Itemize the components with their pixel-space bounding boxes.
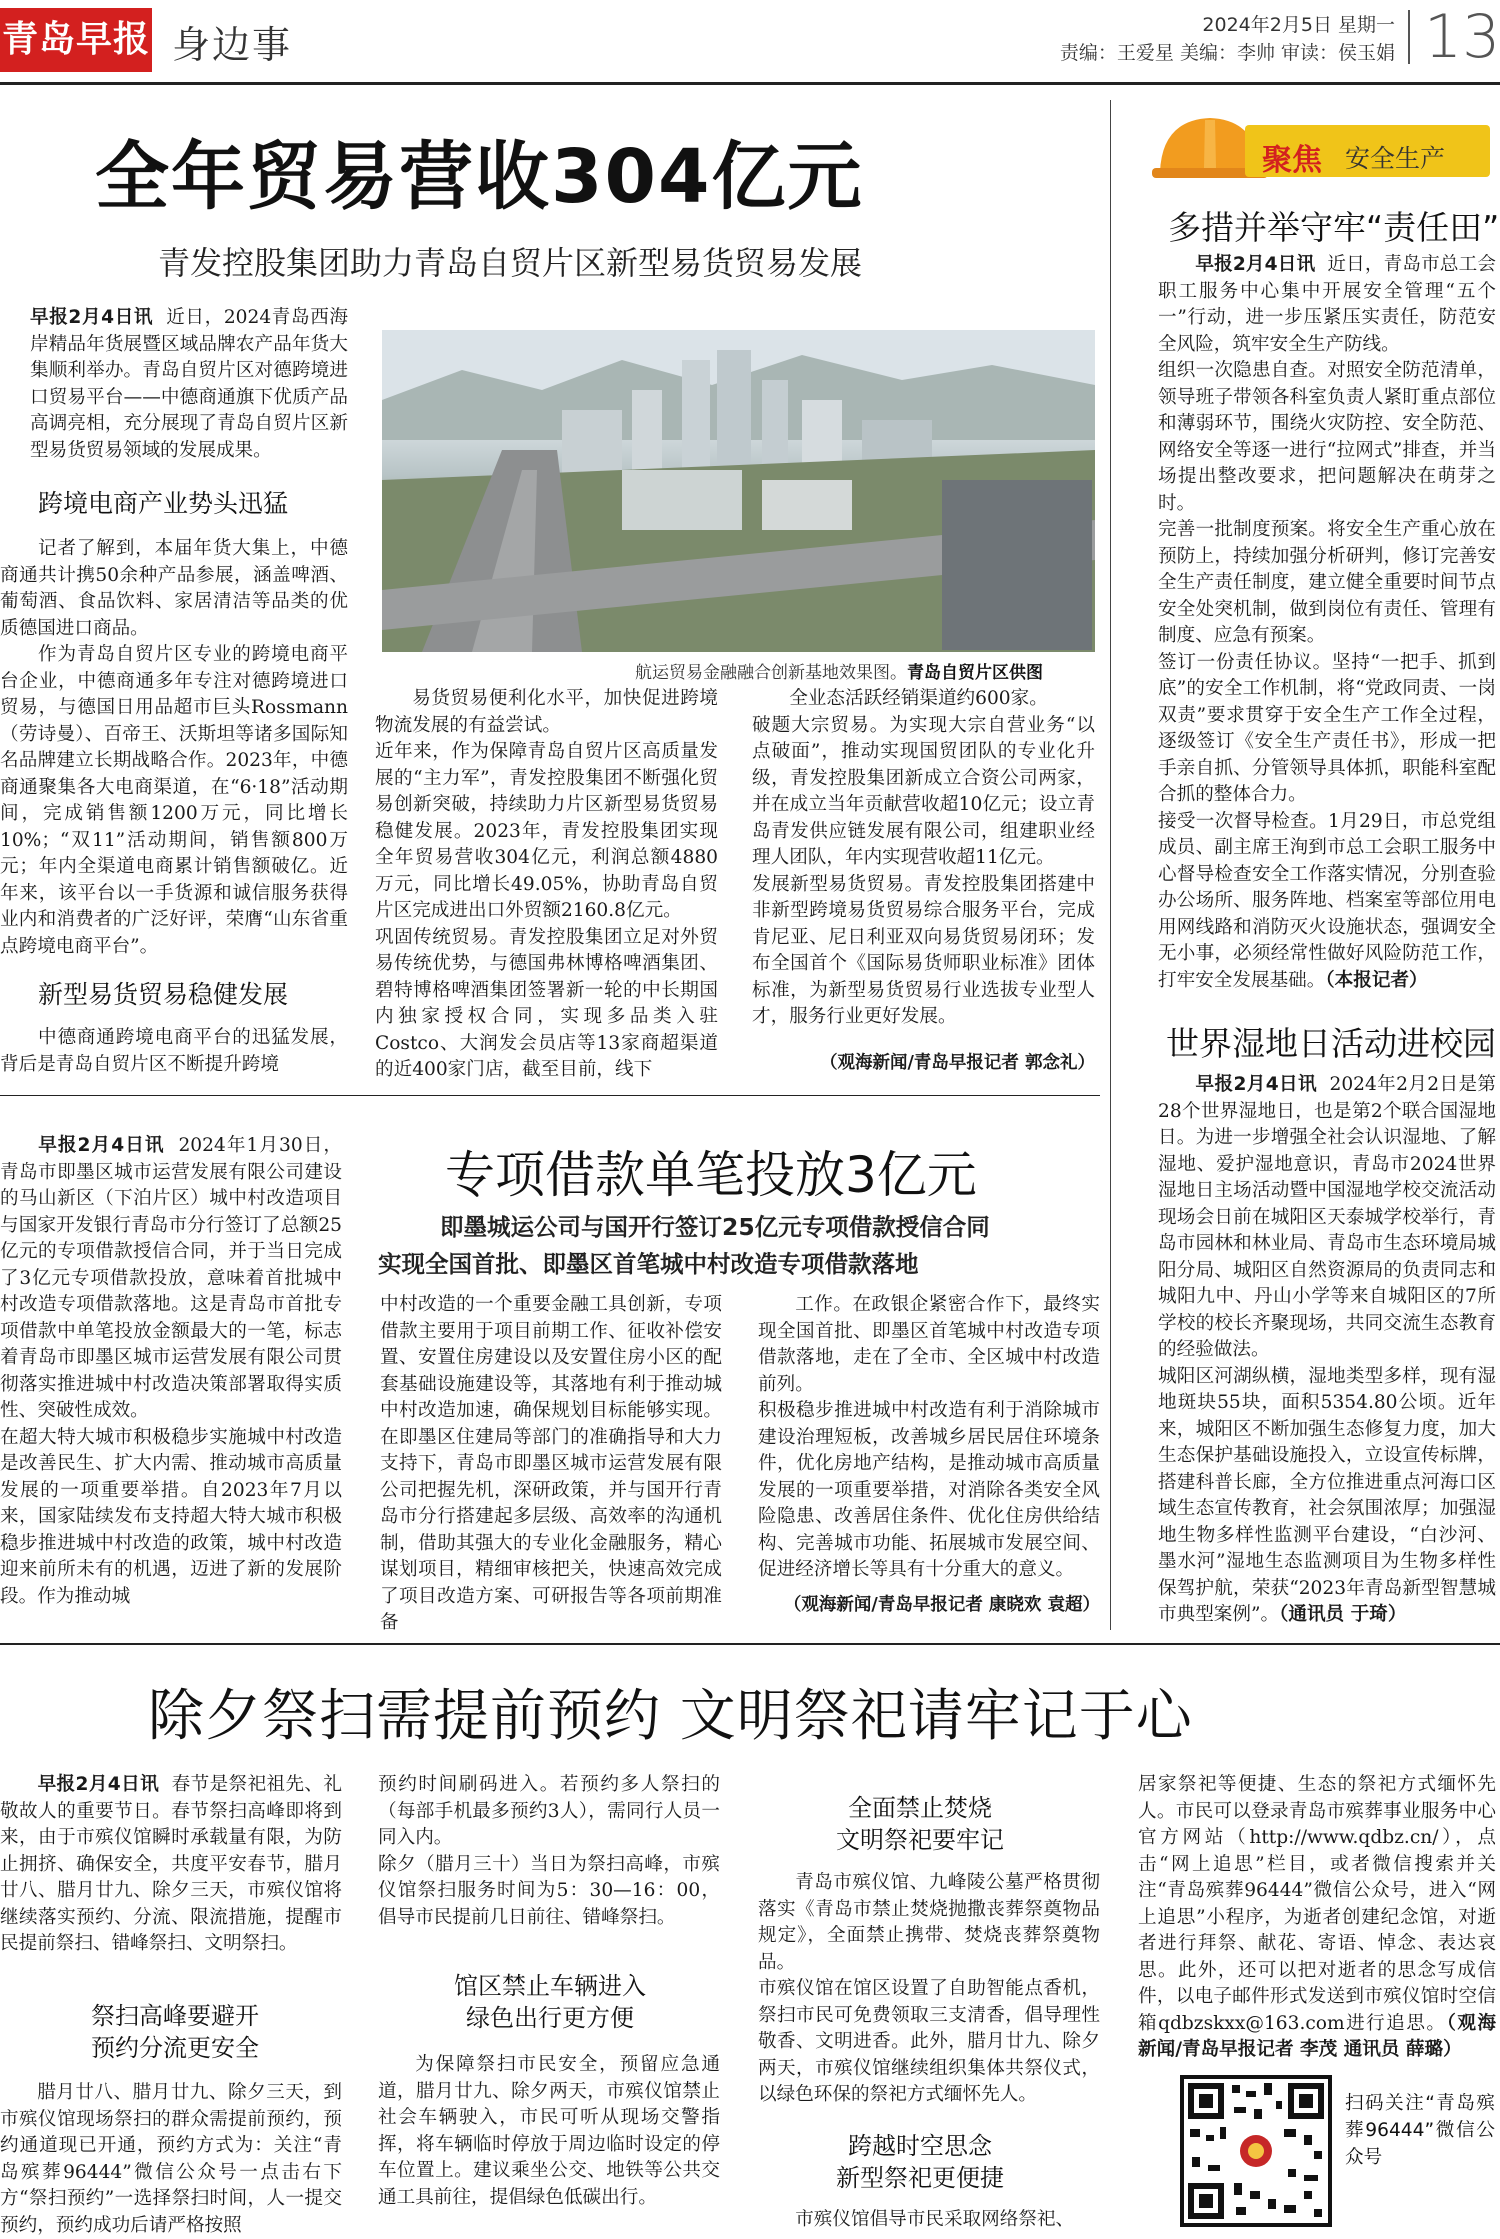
lead-subhead-2: 新型易货贸易稳健发展 <box>38 980 289 1009</box>
wechat-qr-code[interactable] <box>1180 2075 1332 2227</box>
focus-badge-label: 聚焦 <box>1262 143 1322 178</box>
tomb-body-col2b: 为保障祭扫市民安全，预留应急通道，腊月廿九、除夕两天，市殡仪馆禁止社会车辆驶入，市民可听从现场交警指挥，将车辆临时停放于周边临时设定的停车位置上。建议乘坐公交、地铁等公共交通工具前往，提倡绿色低碳出行。 <box>378 2054 720 2208</box>
qr-caption: 扫码关注“青岛殡葬96444”微信公众号 <box>1345 2093 1495 2168</box>
tomb-subhead-4: 跨越时空思念 新型祭祀更便捷 <box>836 2132 1004 2192</box>
header-divider <box>1408 10 1410 64</box>
section-rule-loan <box>0 1095 1100 1096</box>
tomb-subhead-1: 祭扫高峰要避开 预约分流更安全 <box>91 2002 259 2062</box>
base-rendering-photo <box>382 330 1095 652</box>
wetland-body: 早报2月4日讯 2024年2月2日是第28个世界湿地日，也是第2个联合国湿地日。为进一步增强全社会认识湿地、了解湿地、爱护湿地意识，青岛市2024世界湿地日主场活动暨中国湿地学校交流活动现场会日前在城阳区天泰城学校举行，青岛市园林和林业局、青岛市生态环境局城阳分局、城阳区自然资源局的负责同志和城阳九中、丹山小学等来自城阳区的7所学校的校长齐聚现场，共同交流生态教育的经验做法。 城阳区河湖纵横，湿地类型多样，现有湿地斑块55块，面积5354.80公顷。近年来，城阳区不断加强生态修复力度，加大生态保护基础设施投入，立设宣传标牌，搭建科普长廊，全方位推进重点河海口区域生态宣传教育，社会氛围浓厚；加强湿地生物多样性监测平台建设，“白沙河、墨水河”湿地生态监测项目为生物多样性保驾护航，荣获“2023年青岛新型智慧城市典型案例”。（通讯员 于琦） <box>1158 1074 1496 1625</box>
loan-subheadline-2: 实现全国首批、即墨区首笔城中村改造专项借款落地 <box>378 1250 919 1278</box>
safety-headline: 多措并举守牢“责任田” <box>1168 208 1500 247</box>
lead-body-col3: 全业态活跃经销渠道约600家。 破题大宗贸易。为实现大宗自营业务“以点破面”，推动实现国贸团队的专业化升级，青发控股集团新成立合资公司两家，并在成立当年贡献营收超10亿元；设立青岛青发供应链发展有限公司，组建职业经理人团队，年内实现营收超11亿元。 发展新型易货贸易。青发控股集团搭建中非新型跨境易货贸易综合服务平台，完成肯尼亚、尼日利亚双向易货贸易闭环；发布全国首个《国际易货师职业标准》团体标准，为新型易货贸易行业选拔专业型人才，服务行业更好发展。 <box>752 688 1095 1027</box>
loan-subheadline-1: 即墨城运公司与国开行签订25亿元专项借款授信合同 <box>440 1213 990 1241</box>
page-number: 13 <box>1424 2 1500 72</box>
issue-date: 2024年2月5日 星期一 <box>1202 14 1395 36</box>
tomb-body-col3b: 市殡仪馆倡导市民采取网络祭祀、 <box>795 2209 1075 2230</box>
tomb-subhead-2: 馆区禁止车辆进入 绿色出行更方便 <box>454 1972 646 2032</box>
column-rule <box>1110 100 1111 1630</box>
tomb-body-col1a: 早报2月4日讯 春节是祭祀祖先、礼敬故人的重要节日。春节祭扫高峰即将到来，由于市殡仪馆瞬时承载量有限，为防止拥挤、确保安全，共度平安春节，腊月廿八、腊月廿九、除夕三天，市殡仪馆将继续落实预约、分流、限流措施，提醒市民提前祭扫、错峰祭扫、文明祭扫。 <box>0 1774 342 1954</box>
lead-byline: （观海新闻/青岛早报记者 郭念礼） <box>820 1053 1095 1073</box>
section-title: 身边事 <box>172 23 293 67</box>
lead-body-2: 中德商通跨境电商平台的迅猛发展，背后是青岛自贸片区不断提升跨境 <box>0 1027 348 1075</box>
section-rule-tomb <box>0 1643 1500 1645</box>
photo-caption: 航运贸易金融融合创新基地效果图。青岛自贸片区供图 <box>635 663 1043 683</box>
header-rule <box>0 82 1500 85</box>
tomb-body-col1b: 腊月廿八、腊月廿九、除夕三天，到市殡仪馆现场祭扫的群众需提前预约，预约通道现已开通，预约方式为：关注“青岛殡葬96444”微信公众号一点击右下方“祭扫预约”一选择祭扫时间，人一提交预约，预约成功后请严格按照 <box>0 2082 342 2236</box>
tomb-subhead-3: 全面禁止焚烧 文明祭祀要牢记 <box>836 1794 1004 1854</box>
lead-subheadline: 青发控股集团助力青岛自贸片区新型易货贸易发展 <box>158 244 863 282</box>
focus-badge-topic: 安全生产 <box>1345 144 1446 173</box>
tomb-headline: 除夕祭扫需提前预约 文明祭祀请牢记于心 <box>148 1684 1193 1749</box>
lead-body-1: 记者了解到，本届年货大集上，中德商通共计携50余种产品参展，涵盖啤酒、葡萄酒、食品饮料、家居清洁等品类的优质德国进口商品。 作为青岛自贸片区专业的跨境电商平台企业，中德商通多年专注对德跨境进口贸易，与德国日用品超市巨头Rossmann（劳诗曼）、百帝王、沃斯坦等诸多国际知名品牌建立长期战略合作。2023年，中德商通聚集各大电商渠道，在“6·18”活动期间，完成销售额1200万元，同比增长10%；“双11”活动期间，销售额800万元；年内全渠道电商累计销售额破亿。近年来，该平台以一手货源和诚信服务获得业内和消费者的广泛好评，荣膺“山东省重点跨境电商平台”。 <box>0 538 348 957</box>
lead-subhead-1: 跨境电商产业势头迅猛 <box>38 489 289 518</box>
loan-body-col1: 早报2月4日讯 2024年1月30日，青岛市即墨区城市运营发展有限公司建设的马山新区（下泊片区）城中村改造项目与国家开发银行青岛市分行签订了总额25亿元的专项借款授信合同，并于当日完成了3亿元专项借款投放，意味着首批城中村改造专项借款落地。这是青岛市首批专项借款中单笔投放金额最大的一笔，标志着青岛市即墨区城市运营发展有限公司贯彻落实推进城中村改造决策部署取得实质性、突破性成效。 在超大特大城市积极稳步实施城中村改造是改善民生、扩大内需、推动城市高质量发展的一项重要举措。自2023年7月以来，国家陆续发布支持超大特大城市积极稳步推进城中村改造的政策，城中村改造迎来前所未有的机遇，迈进了新的发展阶段。作为推动城 <box>0 1135 343 1607</box>
loan-body-col3: 工作。在政银企紧密合作下，最终实现全国首批、即墨区首笔城中村改造专项借款落地，走在了全市、全区城中村改造前列。 积极稳步推进城中村改造有利于消除城市建设治理短板，改善城乡居民居住环境条件，优化房地产结构，是推动城市高质量发展的一项重要举措，对消除各类安全风险隐患、改善居住条件、优化住房供给结构、完善城市功能、拓展城市发展空间、促进经济增长等具有十分重大的意义。 <box>758 1294 1100 1580</box>
loan-byline: （观海新闻/青岛早报记者 康晓欢 袁超） <box>783 1595 1100 1615</box>
tomb-body-col4: 居家祭祀等便捷、生态的祭祀方式缅怀先人。市民可以登录青岛市殡葬事业服务中心官方网站（http://www.qdbz.cn/），点击“网上追思”栏目，或者微信搜索并关注“青岛殡葬96444”微信公众号，进入“网上追思”小程序，为逝者创建纪念馆，对逝者进行拜祭、献花、寄语、悼念、表达哀思。此外，还可以把对逝者的思念写成信件，以电子邮件形式发送到市殡仪馆时空信箱qdbzskxx@163.com进行追思。（观海新闻/青岛早报记者 李茂 通讯员 薛璐） <box>1138 1774 1496 2060</box>
lead-dateline: 早报2月4日讯 <box>30 307 154 328</box>
city-skyline-image <box>382 330 1095 652</box>
editor-credits: 责编：王爱星 美编：李帅 审读：侯玉娟 <box>1059 42 1395 64</box>
loan-headline: 专项借款单笔投放3亿元 <box>445 1146 977 1204</box>
lead-headline: 全年贸易营收304亿元 <box>95 134 864 220</box>
wetland-headline: 世界湿地日活动进校园 <box>1166 1024 1496 1063</box>
lead-intro: 早报2月4日讯 近日，2024青岛西海岸精品年货展暨区域品牌农产品年货大集顺利举办。青岛自贸片区对德跨境进口贸易平台——中德商通旗下优质产品高调亮相，充分展现了青岛自贸片区新型易货贸易领域的发展成果。 <box>30 307 348 461</box>
newspaper-logo: 青岛早报 <box>0 8 152 72</box>
tomb-body-col2a: 预约时间刷码进入。若预约多人祭扫的（每部手机最多预约3人），需同行人员一同入内。 除夕（腊月三十）当日为祭扫高峰，市殡仪馆祭扫服务时间为5：30—16：00，倡导市民提前几日前往、错峰祭扫。 <box>378 1774 720 1928</box>
qr-code-icon <box>1184 2079 1328 2223</box>
loan-body-col2: 中村改造的一个重要金融工具创新，专项借款主要用于项目前期工作、征收补偿安置、安置住房建设以及安置住房小区的配套基础设施建设等，其落地有利于推动城中村改造加速，确保规划目标能够实现。在即墨区住建局等部门的准确指导和大力支持下，青岛市即墨区城市运营发展有限公司把握先机，深研政策，并与国开行青岛市分行搭建起多层级、高效率的沟通机制，借助其强大的专业化金融服务，精心谋划项目，精细审核把关，快速高效完成了项目改造方案、可研报告等各项前期准备 <box>380 1294 722 1633</box>
lead-body-col2: 易货贸易便利化水平，加快促进跨境物流发展的有益尝试。 近年来，作为保障青岛自贸片区高质量发展的“主力军”，青发控股集团不断强化贸易创新突破，持续助力片区新型易货贸易稳健发展。2023年，青发控股集团实现全年贸易营收304亿元，利润总额4880万元，同比增长49.05%，协助青岛自贸片区完成进出口外贸额2160.8亿元。 巩固传统贸易。青发控股集团立足对外贸易传统优势，与德国弗林博格啤酒集团、碧特博格啤酒集团签署新一轮的中长期国内独家授权合同，实现多品类入驻Costco、大润发会员店等13家商超渠道的近400家门店，截至目前，线下 <box>375 688 718 1080</box>
safety-body: 早报2月4日讯 近日，青岛市总工会职工服务中心集中开展安全管理“五个一”行动，进一步压紧压实责任，防范安全风险，筑牢安全生产防线。 组织一次隐患自查。对照安全防范清单，领导班子带领各科室负责人紧盯重点部位和薄弱环节，围绕火灾防控、安全防范、网络安全等逐一进行“拉网式”排查，并当场提出整改要求，把问题解决在萌芽之时。 完善一批制度预案。将安全生产重心放在预防上，持续加强分析研判，修订完善安全生产责任制度，建立健全重要时间节点安全处突机制，做到岗位有责任、管理有制度、应急有预案。 签订一份责任协议。坚持“一把手、抓到底”的安全工作机制，将“党政同责、一岗双责”要求贯穿于安全生产工作全过程，逐级签订《安全生产责任书》，形成一把手亲自抓、分管领导具体抓，职能科室配合抓的整体合力。 接受一次督导检查。1月29日，市总党组成员、副主席王洵到市总工会职工服务中心督导检查安全工作落实情况，分别查验办公场所、服务阵地、档案室等部位用电用网线路和消防灭火设施状态，强调安全无小事，必须经常性做好风险防范工作，打牢安全发展基础。（本报记者） <box>1158 254 1496 991</box>
tomb-body-col3a: 青岛市殡仪馆、九峰陵公墓严格贯彻落实《青岛市禁止焚烧抛撒丧葬祭奠物品规定》，全面禁止携带、焚烧丧葬祭奠物品。 市殡仪馆在馆区设置了自助智能点香机，祭扫市民可免费领取三支清香，倡导理性敬香、文明进香。此外，腊月廿九、除夕两天，市殡仪馆继续组织集体共祭仪式，以绿色环保的祭祀方式缅怀先人。 <box>758 1872 1100 2105</box>
